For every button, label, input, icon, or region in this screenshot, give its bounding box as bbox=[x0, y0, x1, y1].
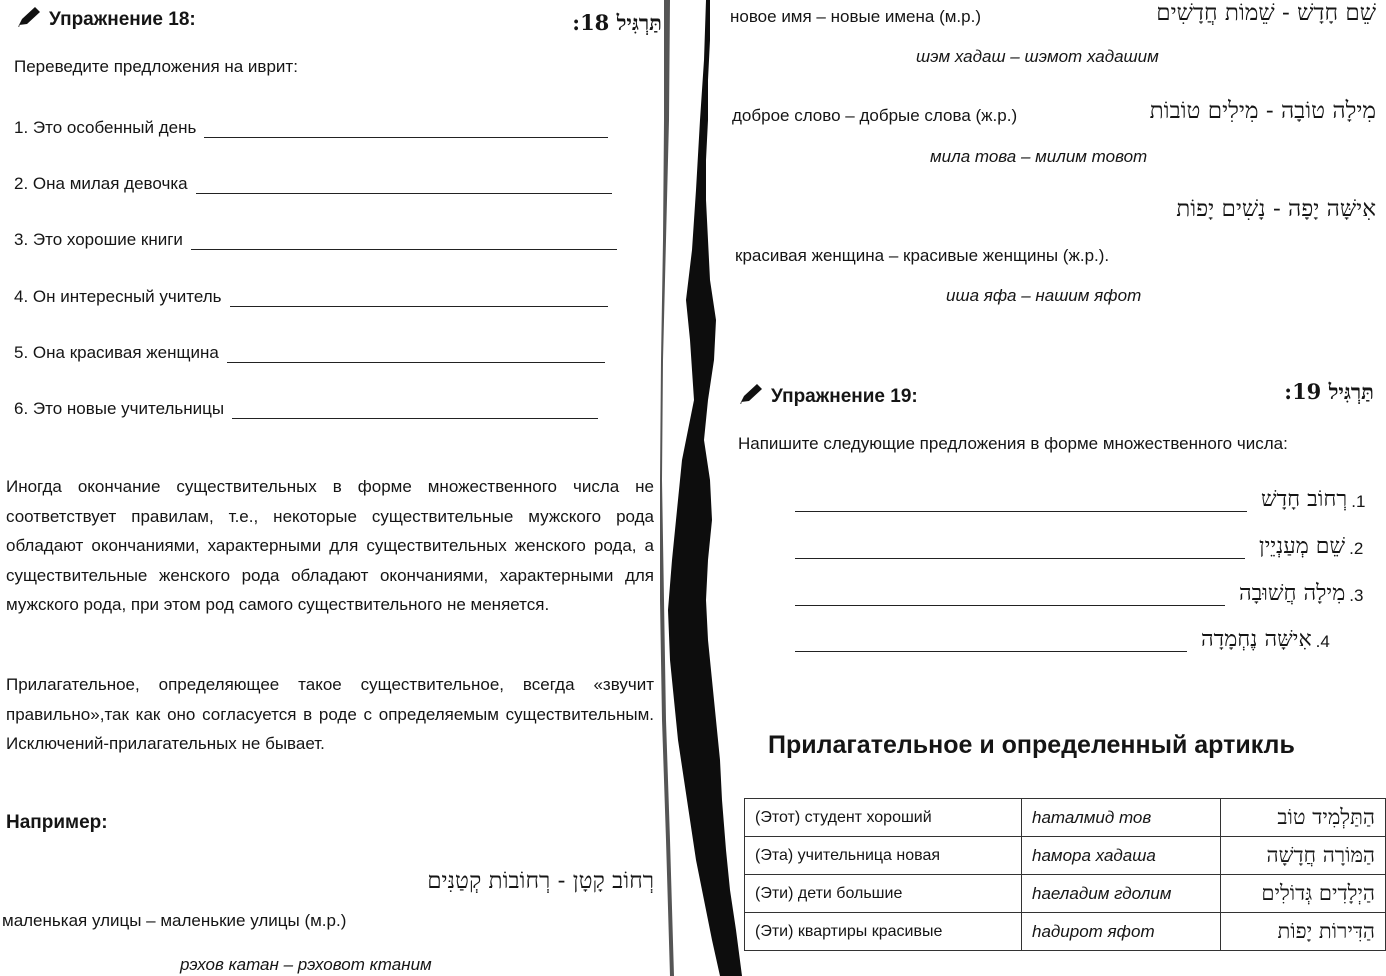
translation-item-5: 5. Она красивая женщина bbox=[14, 343, 605, 363]
example-transliteration-1: шэм хадаш – шэмот хадашим bbox=[916, 47, 1159, 66]
table-row bbox=[745, 913, 1386, 951]
table-cell-transliteration: hаталмид тов bbox=[1022, 799, 1221, 837]
example-hebrew-1: שֵׁם חָדָשׁ - שֵׁמוֹת חֲדָשִׁים bbox=[1156, 0, 1376, 26]
table-cell-russian: (Эта) учительница новая bbox=[745, 837, 1022, 875]
table-cell-transliteration: hадирот яфот bbox=[1022, 913, 1221, 951]
exercise-18-heading: Упражнение 18: bbox=[16, 6, 196, 34]
rule-paragraph-2: Прилагательное, определяющее такое существительное, всегда «звучит правильно»,так как оно согласуется в роде с определяемым существительным. Исключений-прилагательных не бывает. bbox=[6, 675, 654, 753]
exercise-18-hebrew-heading: תַּרְגִּיל 18: bbox=[572, 10, 662, 35]
example-translation: маленькая улицы – маленькие улицы (м.р.) bbox=[2, 911, 347, 930]
answer-line[interactable] bbox=[795, 591, 1225, 606]
exercise-19-instruction: Напишите следующие предложения в форме множественного числа: bbox=[738, 434, 1288, 453]
example-transliteration-3: иша яфа – нашим яфот bbox=[946, 286, 1142, 305]
example-translation-1: новое имя – новые имена (м.р.) bbox=[730, 7, 981, 26]
translation-item-4: 4. Он интересный учитель bbox=[14, 287, 608, 307]
translation-item-1: 1. Это особенный день bbox=[14, 118, 608, 138]
table-cell-hebrew: הַמּוֹרָה חֲדָשָׁה bbox=[1221, 837, 1386, 875]
answer-line[interactable] bbox=[196, 175, 612, 194]
pencil-icon bbox=[16, 6, 42, 34]
answer-line[interactable] bbox=[232, 400, 598, 419]
example-hebrew-3: אִישָּׁה יָפָה - נָשִׁים יָפוֹת bbox=[1176, 196, 1376, 222]
example-translation-3: красивая женщина – красивые женщины (ж.р.). bbox=[735, 246, 1110, 265]
example-transliteration-2: мила това – милим товот bbox=[930, 147, 1148, 166]
exercise-18-instruction: Переведите предложения на иврит: bbox=[14, 57, 298, 76]
plural-item-1: רְחוֹב חָדָשׁ .1 bbox=[795, 486, 1365, 512]
table-row bbox=[745, 837, 1386, 875]
answer-line[interactable] bbox=[204, 119, 608, 138]
plural-item-4: אִישָּׁה נֶחְמָדָה .4 bbox=[795, 626, 1330, 652]
table-row bbox=[745, 799, 1386, 837]
exercise-19-heading: Упражнение 19: bbox=[738, 383, 918, 411]
example-transliteration: рэхов катан – рэховот ктаним bbox=[180, 955, 432, 974]
translation-item-2: 2. Она милая девочка bbox=[14, 174, 612, 194]
torn-page-gutter bbox=[660, 0, 760, 976]
rule-paragraph-1: Иногда окончание существительных в форме множественного числа не соответствует правилам, т.е., некоторые существительные мужского рода обладают окончаниями, характерными для существительных женского рода, а существительные женского рода обладают окончаниями, характерными для мужского рода, при этом род самого существительного не меняется. bbox=[6, 477, 654, 614]
example-translation-2: доброе слово – добрые слова (ж.р.) bbox=[732, 106, 1018, 125]
right-page bbox=[690, 0, 1386, 976]
table-cell-transliteration: hаеладим гдолим bbox=[1022, 875, 1221, 913]
table-cell-hebrew: הַתַּלְמִיד טוֹב bbox=[1221, 799, 1386, 837]
example-heading: Например: bbox=[6, 812, 108, 833]
section-heading: Прилагательное и определенный артикль bbox=[768, 731, 1295, 759]
table-cell-russian: (Этот) студент хороший bbox=[745, 799, 1022, 837]
exercise-19-hebrew-heading: תַּרְגִּיל 19: bbox=[1284, 379, 1374, 404]
answer-line[interactable] bbox=[230, 288, 608, 307]
answer-line[interactable] bbox=[227, 344, 605, 363]
table-cell-hebrew: הַיְלָדִים גְּדוֹלִים bbox=[1221, 875, 1386, 913]
answer-line[interactable] bbox=[795, 637, 1187, 652]
example-hebrew-2: מִילָה טוֹבָה - מִילִים טוֹבוֹת bbox=[1149, 98, 1376, 124]
translation-item-6: 6. Это новые учительницы bbox=[14, 399, 598, 419]
plural-item-2: שֵׁם מְעַנְיֵין .2 bbox=[795, 533, 1363, 559]
left-page bbox=[0, 0, 690, 976]
answer-line[interactable] bbox=[795, 544, 1245, 559]
table-cell-transliteration: hамора хадаша bbox=[1022, 837, 1221, 875]
plural-item-3: מִילָה חֲשׁוּבָה .3 bbox=[795, 580, 1363, 606]
answer-line[interactable] bbox=[795, 497, 1247, 512]
table-cell-russian: (Эти) дети большие bbox=[745, 875, 1022, 913]
translation-item-3: 3. Это хорошие книги bbox=[14, 230, 617, 250]
example-hebrew: רְחוֹב קָטָן - רְחוֹבוֹת קְטַנִּים bbox=[427, 868, 654, 894]
table-cell-hebrew: הַדִּירוֹת יָפוֹת bbox=[1221, 913, 1386, 951]
article-table bbox=[744, 798, 1386, 951]
table-row bbox=[745, 875, 1386, 913]
answer-line[interactable] bbox=[191, 231, 617, 250]
table-cell-russian: (Эти) квартиры красивые bbox=[745, 913, 1022, 951]
